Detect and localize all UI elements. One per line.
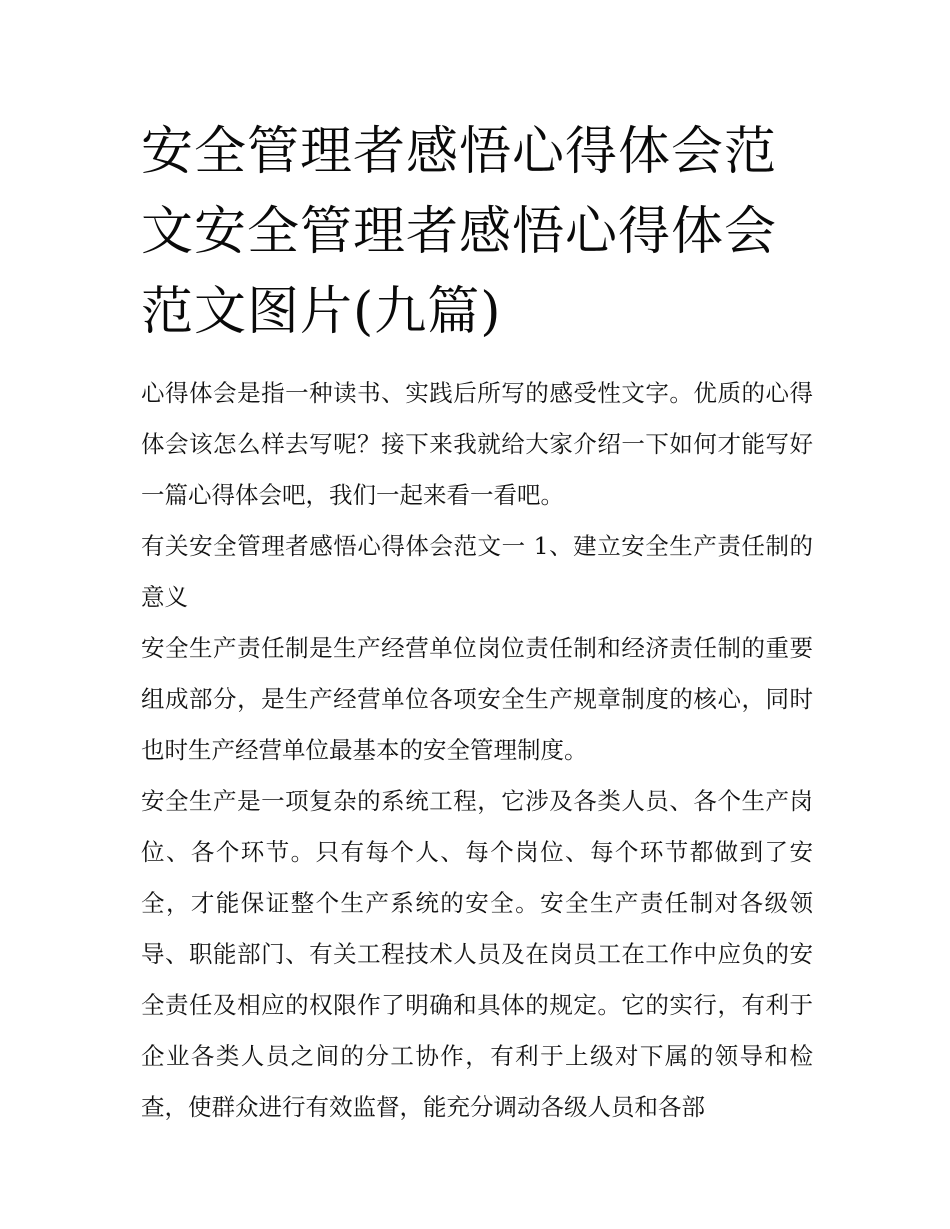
document-body xyxy=(141,368,813,1133)
paragraph-safety-production: 安全生产是一项复杂的系统工程，它涉及各类人员、各个生产岗位、各个环节。只有每个人、每个岗位、每个环节都做到了安全，才能保证整个生产系统的安全。安全生产责任制对各级领导、职能部门、有关工程技术人员及在岗员工在工作中应负的安全责任及相应的权限作了明确和具体的规定。它的实行，有利于企业各类人员之间的分工协作，有利于上级对下属的领导和检查，使群众进行有效监督，能充分调动各级人员和各部 xyxy=(141,787,813,1121)
document-content xyxy=(141,112,813,1133)
document-title: 安全管理者感悟心得体会范文安全管理者感悟心得体会范文图片(九篇) xyxy=(141,122,778,342)
paragraph-responsibility-system: 安全生产责任制是生产经营单位岗位责任制和经济责任制的重要组成部分，是生产经营单位各项安全生产规章制度的核心，同时也时生产经营单位最基本的安全管理制度。 xyxy=(141,634,813,764)
paragraph-section-heading: 有关安全管理者感悟心得体会范文一 1、建立安全生产责任制的意义 xyxy=(141,532,813,611)
paragraph-intro: 心得体会是指一种读书、实践后所写的感受性文字。优质的心得体会该怎么样去写呢？接下来我就给大家介绍一下如何才能写好一篇心得体会吧，我们一起来看一看吧。 xyxy=(141,379,813,509)
